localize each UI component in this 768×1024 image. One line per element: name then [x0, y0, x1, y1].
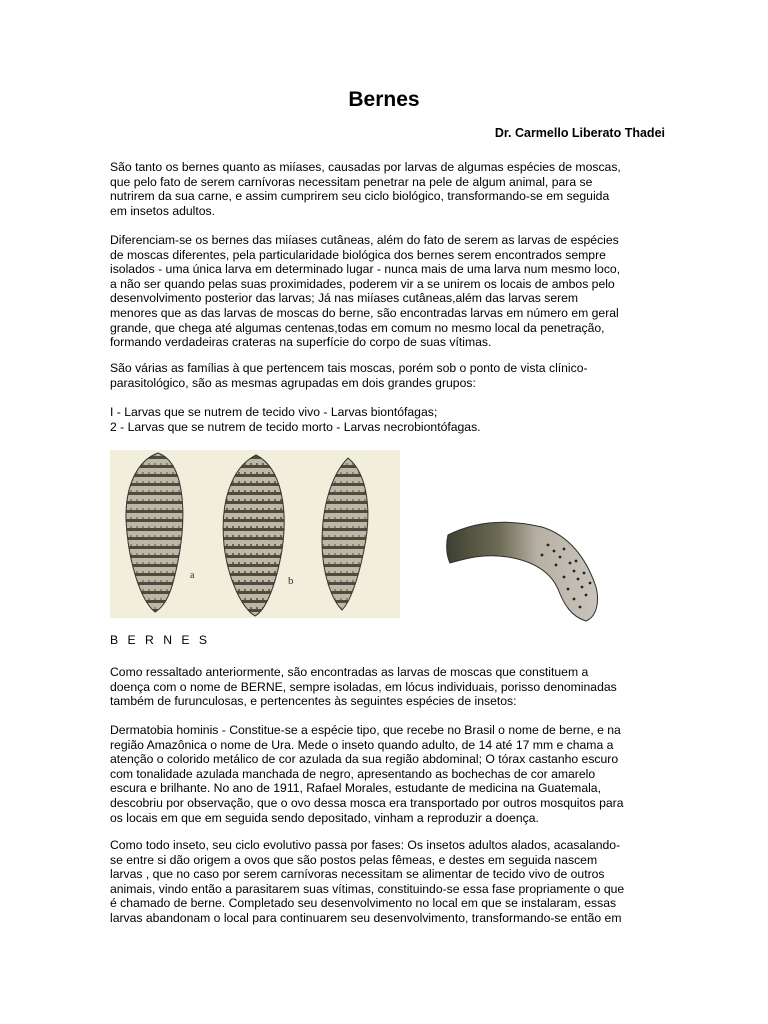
figure-label-b: b [288, 575, 294, 587]
paragraph-bernes-intro [110, 665, 658, 709]
text-line: a não ser quando pelas suas proximidades, poderem vir a se unirem os locais de ambos pelo [110, 276, 615, 291]
text-line: Diferenciam-se os bernes das miíases cutâneas, além do fato de serem as larvas de espécies [110, 233, 619, 247]
larva-photo [446, 505, 610, 623]
author-name: Dr. Carmello Liberato Thadei [494, 126, 665, 140]
text-line: Como todo inseto, seu ciclo evolutivo passa por fases: Os insetos adultos alados, acasalando- [110, 838, 621, 852]
larva-groups-list [110, 405, 658, 434]
text-line: os locais em que em seguida sendo depositado, vinham a reproduzir a doença. [110, 810, 539, 825]
text-line: larvas abandonam o local para continuarem seu desenvolvimento, transformando-se então em [110, 910, 622, 925]
text-line: também de furunculosas, e pertencentes às seguintes espécies de insetos: [110, 694, 517, 709]
figure-label-a: a [190, 570, 195, 581]
text-line: Como ressaltado anteriormente, são encontradas as larvas de moscas que constituem a [110, 665, 589, 679]
list-item: 2 - Larvas que se nutrem de tecido morto - Larvas necrobiontófagas. [110, 419, 481, 434]
text-line: que pelo fato de serem carnívoras necessitam penetrar na pele de algum animal, para se [110, 174, 593, 189]
paragraph-families [110, 361, 658, 390]
larvae-engraving-figure [110, 450, 400, 618]
text-line: em insetos adultos. [110, 203, 216, 218]
text-line: é chamado de berne. Completado seu desenvolvimento no local em que se instalaram, essas [110, 896, 617, 911]
text-line: escura e brilhante. No ano de 1911, Rafael Morales, estudante de medicina na Guatemala, [110, 781, 601, 796]
list-item: I - Larvas que se nutrem de tecido vivo - Larvas biontófagas; [110, 405, 438, 419]
text-line: parasitológico, são as mesmas agrupadas em dois grandes grupos: [110, 375, 476, 390]
text-line: menores que as das larvas de moscas do berne, são encontradas larvas em número em geral [110, 305, 619, 320]
text-line: desenvolvimento posterior das larvas; Já nas miíases cutâneas,além das larvas serem [110, 291, 579, 306]
text-line: isolados - uma única larva em determinado lugar - nunca mais de uma larva num mesmo loco, [110, 262, 621, 277]
text-line: larvas , que no caso por serem carnívoras necessitam se alimentar de tecido vivo de outros [110, 867, 605, 882]
paragraph-intro [110, 160, 658, 218]
text-line: descobriu por observação, que o ovo dessa mosca era transportado por outros mosquitos para [110, 795, 624, 810]
document-title: Bernes [348, 88, 420, 111]
text-line: animais, vindo então a parasitarem suas vítimas, constituindo-se essa fase propriamente o que [110, 881, 625, 896]
text-line: nutrirem da sua carne, e assim cumprirem seu ciclo biológico, transformando-se em seguida [110, 189, 610, 204]
larva-photo-figure [446, 505, 610, 623]
paragraph-dermatobia [110, 723, 658, 825]
text-line: formando verdadeiras crateras na superfície do corpo de suas vítimas. [110, 335, 492, 350]
text-line: região Amazônica o nome de Ura. Mede o inseto quando adulto, de 14 até 17 mm e chama a [110, 737, 614, 752]
paragraph-differences [110, 233, 658, 350]
text-line: atenção o colorido metálico de cor azulada da sua região abdominal; O tórax castanho escuro [110, 752, 619, 767]
text-line: São várias as famílias à que pertencem tais moscas, porém sob o ponto de vista clínico- [110, 361, 588, 375]
text-line: grande, que chega até algumas centenas,todas em comum no mesmo local da penetração, [110, 320, 605, 335]
text-line: Dermatobia hominis - Constitue-se a espécie tipo, que recebe no Brasil o nome de berne, e na [110, 723, 621, 737]
text-line: doença com o nome de BERNE, sempre isoladas, em lócus individuais, porisso denominadas [110, 679, 617, 694]
text-line: se entre si dão origem a ovos que são postos pelas fêmeas, e destes em seguida nascem [110, 852, 598, 867]
text-line: com tonalidade azulada manchada de negro, apresentando as bochechas de cor amarelo [110, 766, 596, 781]
text-line: São tanto os bernes quanto as miíases, causadas por larvas de algumas espécies de moscas, [110, 160, 621, 174]
paragraph-life-cycle [110, 838, 658, 926]
larvae-illustration [110, 450, 400, 618]
text-line: de moscas diferentes, pela particularidade biológica dos bernes serem encontrados sempre [110, 247, 606, 262]
section-heading-bernes: B E R N E S [110, 633, 211, 647]
